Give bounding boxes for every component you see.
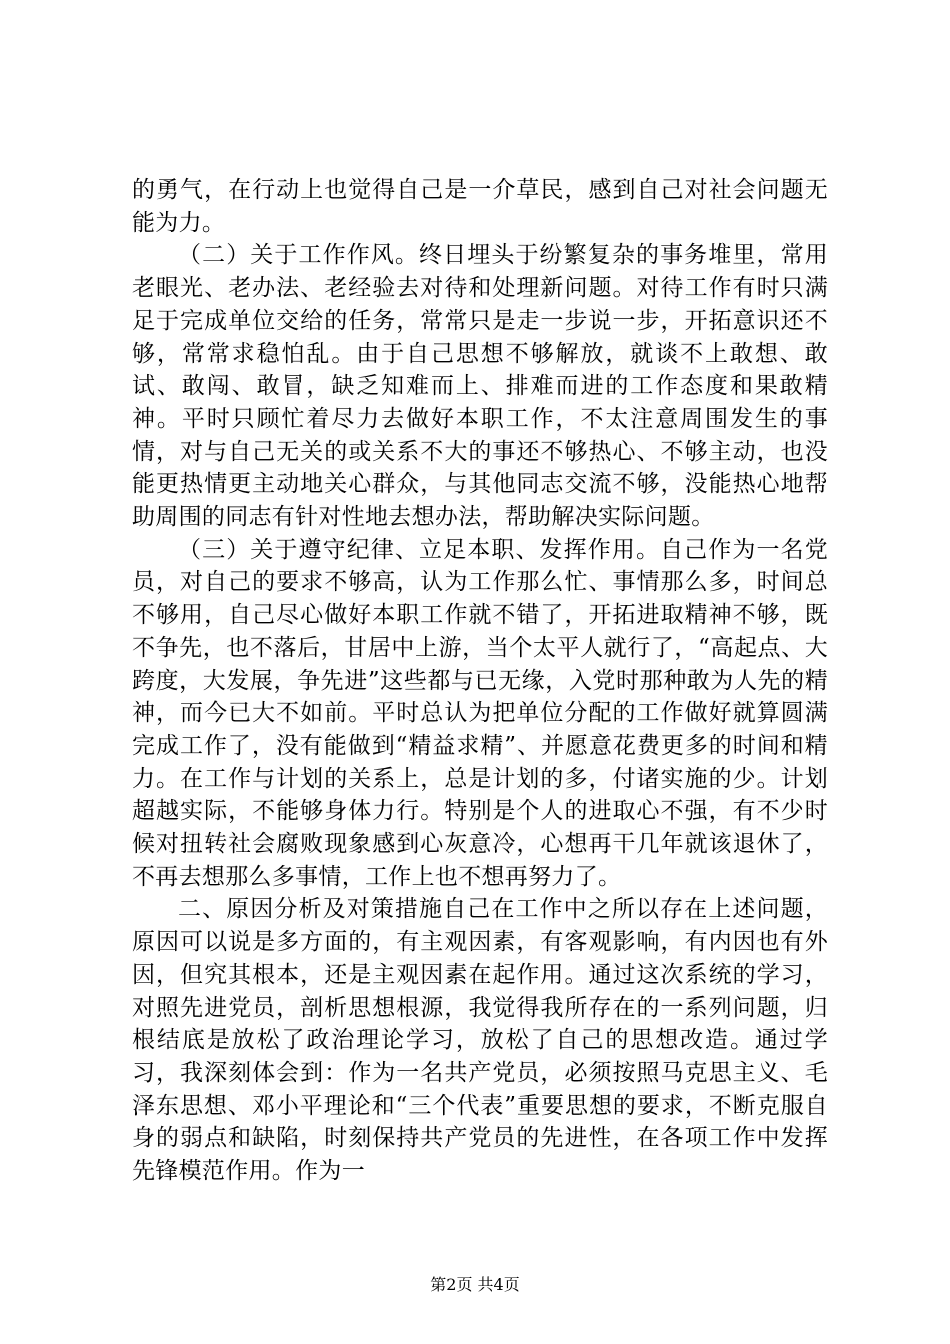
page-number-label: 第2页 共4页 [430, 1275, 520, 1294]
paragraph-continuation: 的勇气，在行动上也觉得自己是一介草民，感到自己对社会问题无能为力。 [132, 177, 828, 236]
paragraph-discipline: （三）关于遵守纪律、立足本职、发挥作用。自己作为一名党员，对自己的要求不够高，认为工作那么忙、事情那么多，时间总不够用，自己尽心做好本职工作就不错了，开拓进取精神不够，既不争先，也不落后，甘居中上游，当个太平人就行了，“高起点、大跨度，大发展，争先进”这些都与已无缘，入党时那种敢为人先的精神，而今已大不如前。平时总认为把单位分配的工作做好就算圆满完成工作了，没有能做到“精益求精”、并愿意花费更多的时间和精力。在工作与计划的关系上，总是计划的多，付诸实施的少。计划超越实际，不能够身体力行。特别是个人的进取心不强，有不少时候对扭转社会腐败现象感到心灰意冷，心想再干几年就该退休了，不再去想那么多事情，工作上也不想再努力了。 [132, 536, 828, 890]
page-footer [0, 1275, 950, 1295]
paragraph-cause-analysis: 二、原因分析及对策措施自己在工作中之所以存在上述问题，原因可以说是多方面的，有主观因素，有客观影响，有内因也有外因，但究其根本，还是主观因素在起作用。通过这次系统的学习，对照先进党员，剖析思想根源，我觉得我所存在的一系列问题，归根结底是放松了政治理论学习，放松了自己的思想改造。通过学习，我深刻体会到：作为一名共产党员，必须按照马克思主义、毛泽东思想、邓小平理论和“三个代表”重要思想的要求，不断克服自身的弱点和缺陷，时刻保持共产党员的先进性，在各项工作中发挥先锋模范作用。作为一 [132, 896, 828, 1185]
document-body [132, 174, 828, 1188]
paragraph-work-style: （二）关于工作作风。终日埋头于纷繁复杂的事务堆里，常用老眼光、老办法、老经验去对待和处理新问题。对待工作有时只满足于完成单位交给的任务，常常只是走一步说一步，开拓意识还不够，常常求稳怕乱。由于自己思想不够解放，就谈不上敢想、敢试、敢闯、敢冒，缺乏知难而上、排难而进的工作态度和果敢精神。平时只顾忙着尽力去做好本职工作，不太注意周围发生的事情，对与自己无关的或关系不大的事还不够热心、不够主动，也没能更热情更主动地关心群众，与其他同志交流不够，没能热心地帮助周围的同志有针对性地去想办法，帮助解决实际问题。 [132, 242, 828, 531]
